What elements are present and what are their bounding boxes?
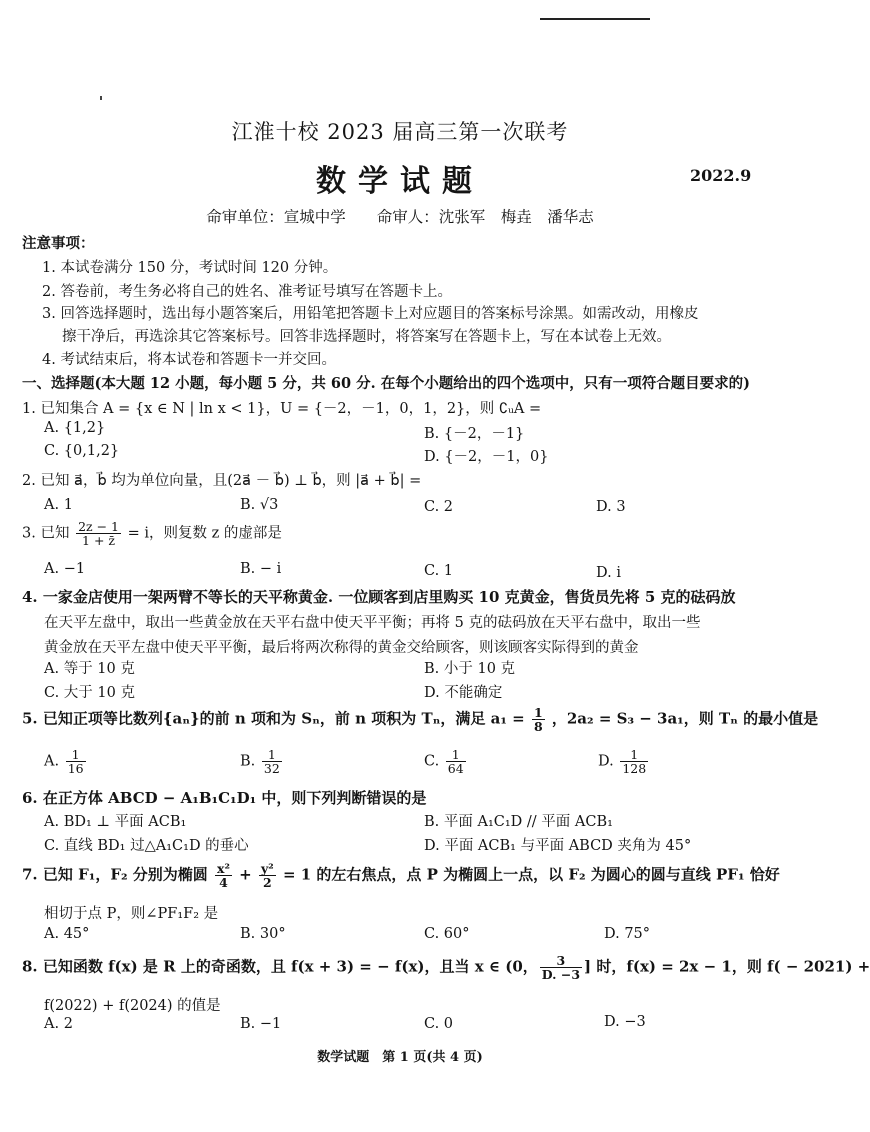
q7-y-numerator: y² xyxy=(260,861,274,876)
q1-option-a: A. {1,2} xyxy=(44,420,106,436)
q8-option-c: C. 0 xyxy=(424,1016,454,1032)
q6-option-d: D. 平面 ACB₁ 与平面 ABCD 夹角为 45° xyxy=(424,838,692,854)
q5-b-den: 32 xyxy=(263,761,280,777)
notice-item: 4. 考试结束后，将本试卷和答题卡一并交回。 xyxy=(42,352,336,368)
q1-option-b: B. {－2，－1} xyxy=(424,426,525,442)
q6-option-b: B. 平面 A₁C₁D // 平面 ACB₁ xyxy=(424,814,613,830)
question-7-line2: 相切于点 P，则∠PF₁F₂ 是 xyxy=(44,906,219,922)
q3-fraction-numerator: 2z − 1 xyxy=(78,519,119,534)
q8-stem-pre: 8. 已知函数 f(x) 是 R 上的奇函数，且 f(x + 3) = − f(x)，且当 x ∈ xyxy=(22,957,500,976)
notice-item: 1. 本试卷满分 150 分，考试时间 120 分钟。 xyxy=(42,260,338,276)
q3-fraction-denominator: 1 + z̄ xyxy=(82,533,115,549)
q5-b-num: 1 xyxy=(262,748,282,762)
q3-stem-pre: 3. 已知 xyxy=(22,525,70,542)
q5-option-b-label: B. xyxy=(240,753,256,770)
q5-option-a xyxy=(44,748,88,775)
q4-option-a: A. 等于 10 克 xyxy=(44,661,135,677)
question-7-stem xyxy=(22,862,780,889)
q8-option-d: D. −3 xyxy=(604,1014,646,1030)
q5-a-num: 1 xyxy=(66,748,86,762)
question-4-line: 4. 一家金店使用一架两臂不等长的天平称黄金. 一位顾客到店里购买 10 克黄金，售货员先将 5 克的砝码放 xyxy=(22,588,736,606)
q2-option-a: A. 1 xyxy=(44,497,73,513)
q4-option-c: C. 大于 10 克 xyxy=(44,685,135,701)
question-6-stem: 6. 在正方体 ABCD − A₁B₁C₁D₁ 中，则下列判断错误的是 xyxy=(22,789,427,807)
q2-option-b: B. √3 xyxy=(240,497,279,513)
q8-interval-close: ] xyxy=(584,957,592,976)
q5-option-a-fraction xyxy=(66,748,86,775)
question-5-stem xyxy=(22,706,818,733)
q6-option-c: C. 直线 BD₁ 过△A₁C₁D 的垂心 xyxy=(44,838,249,854)
q5-d-num: 1 xyxy=(620,748,648,762)
q8-interval-denominator: D. −3 xyxy=(541,967,581,983)
exam-title: 江淮十校 2023 届高三第一次联考 xyxy=(231,120,569,144)
q8-interval-open: (0， xyxy=(505,957,538,976)
q5-option-c-fraction xyxy=(446,748,466,775)
q5-option-d-fraction xyxy=(620,748,648,775)
notice-heading: 注意事项： xyxy=(22,235,95,252)
scan-mark-line xyxy=(540,18,650,20)
notice-item: 擦干净后，再选涂其它答案标号。回答非选择题时，将答案写在答题卡上，写在本试卷上无效。 xyxy=(62,329,671,345)
q7-stem-pre: 7. 已知 F₁，F₂ 分别为椭圆 xyxy=(22,865,208,884)
q7-option-b: B. 30° xyxy=(240,926,286,942)
q3-option-c: C. 1 xyxy=(424,563,454,579)
q5-c-num: 1 xyxy=(446,748,466,762)
q3-stem-post: = i，则复数 z 的虚部是 xyxy=(127,525,282,542)
q8-interval-numerator: 3 xyxy=(540,954,582,968)
q5-option-b xyxy=(240,748,284,775)
q5-d-den: 128 xyxy=(622,761,647,777)
question-8-line2: f(2022) + f(2024) 的值是 xyxy=(44,998,221,1014)
q7-option-c: C. 60° xyxy=(424,926,470,942)
q8-interval-fraction xyxy=(540,954,582,981)
q5-option-b-fraction xyxy=(262,748,282,775)
question-8-stem xyxy=(22,954,870,981)
q2-option-d: D. 3 xyxy=(596,499,626,515)
q5-option-d-label: D. xyxy=(598,753,614,770)
question-2-stem: 2. 已知 a⃗，b⃗ 均为单位向量，且(2a⃗ － b⃗) ⊥ b⃗，则 |a⃗ + b⃗| = xyxy=(22,473,422,489)
q4-option-b: B. 小于 10 克 xyxy=(424,661,516,677)
q7-stem-post: = 1 的左右焦点，点 P 为椭圆上一点，以 F₂ 为圆心的圆与直线 PF₁ 恰好 xyxy=(282,865,780,884)
q7-x-numerator: x² xyxy=(217,861,230,876)
q5-option-a-label: A. xyxy=(44,753,60,770)
q3-option-d: D. i xyxy=(596,565,621,581)
question-4-line: 黄金放在天平左盘中使天平平衡，最后将两次称得的黄金交给顾客，则该顾客实际得到的黄金 xyxy=(44,640,639,656)
q7-y-fraction xyxy=(259,862,276,889)
q6-option-a: A. BD₁ ⊥ 平面 ACB₁ xyxy=(44,814,187,830)
q7-x-fraction xyxy=(215,862,232,889)
q5-stem-pre: 5. 已知正项等比数列{aₙ}的前 n 项和为 Sₙ，前 n 项积为 Tₙ，满足 a₁ = xyxy=(22,709,525,728)
question-3-stem xyxy=(22,520,282,547)
q3-option-b: B. − i xyxy=(240,561,282,577)
q1-option-c: C. {0,1,2} xyxy=(44,443,120,459)
q8-stem-post: 时，f(x) = 2x − 1，则 f( − 2021) + xyxy=(596,957,870,976)
q2-option-c: C. 2 xyxy=(424,499,454,515)
q5-a1-numerator: 1 xyxy=(533,705,543,720)
subject-title: 数学试题 xyxy=(316,164,484,199)
q7-plus: + xyxy=(239,865,252,884)
authors-line: 命审单位：宣城中学 命审人：沈张军 梅垚 潘华志 xyxy=(206,208,594,226)
q4-option-d: D. 不能确定 xyxy=(424,685,503,701)
question-4-line: 在天平左盘中，取出一些黄金放在天平右盘中使天平平衡；再将 5 克的砝码放在天平右盘中，取出一些 xyxy=(44,615,701,631)
q5-option-d xyxy=(598,748,650,775)
q7-option-d: D. 75° xyxy=(604,926,651,942)
q3-fraction xyxy=(76,520,121,547)
q5-option-c xyxy=(424,748,468,775)
exam-date: 2022.9 xyxy=(690,166,752,185)
question-1-stem: 1. 已知集合 A = {x ∈ N | ln x < 1}，U = {－2，－1，0，1，2}，则 ∁ᵤA = xyxy=(22,401,542,417)
scan-speck xyxy=(100,96,102,100)
page-footer: 数学试题 第 1 页(共 4 页) xyxy=(317,1050,483,1065)
q5-a-den: 16 xyxy=(67,761,84,777)
q7-option-a: A. 45° xyxy=(44,926,90,942)
notice-item: 2. 答卷前，考生务必将自己的姓名、准考证号填写在答题卡上。 xyxy=(42,284,452,300)
q8-option-a: A. 2 xyxy=(44,1016,73,1032)
q1-option-d: D. {－2，－1，0} xyxy=(424,449,549,465)
q5-a1-fraction xyxy=(532,706,545,733)
notice-item: 3. 回答选择题时，选出每小题答案后，用铅笔把答题卡上对应题目的答案标号涂黑。如需改动，用橡皮 xyxy=(42,306,699,322)
q8-option-b: B. −1 xyxy=(240,1016,282,1032)
q3-option-a: A. −1 xyxy=(44,561,86,577)
q5-c-den: 64 xyxy=(447,761,464,777)
q5-a1-denominator: 8 xyxy=(533,719,543,735)
q7-y-denominator: 2 xyxy=(263,875,272,891)
q5-stem-post: ，2a₂ = S₃ − 3a₁，则 Tₙ 的最小值是 xyxy=(551,709,819,728)
q5-option-c-label: C. xyxy=(424,753,440,770)
q7-x-denominator: 4 xyxy=(219,875,228,891)
section-heading: 一、选择题(本大题 12 小题，每小题 5 分，共 60 分. 在每个小题给出的四个选项中，只有一项符合题目要求的) xyxy=(22,375,751,392)
